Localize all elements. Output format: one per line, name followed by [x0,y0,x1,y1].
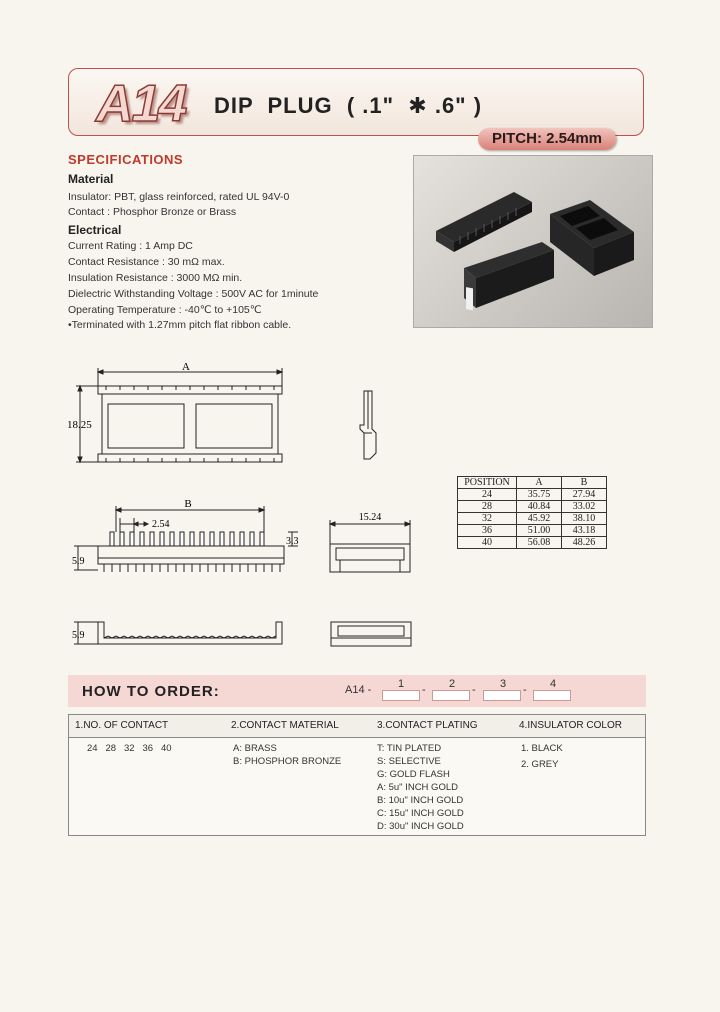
plating-option: S: SELECTIVE [377,756,441,767]
spec-line: Insulation Resistance : 3000 MΩ min. [68,272,243,284]
spec-line: Contact : Phosphor Bronze or Brass [68,206,237,218]
code-box-4 [533,690,571,701]
table-cell: 56.08 [517,537,562,549]
table-cell: 32 [458,513,517,525]
color-option: 2. GREY [521,759,559,770]
bottom-end-drawing [330,620,412,648]
col-b: B [562,477,607,489]
code-num-4: 4 [550,678,557,690]
plating-option: T: TIN PLATED [377,743,442,754]
col-header-contacts: 1.NO. OF CONTACT [75,720,169,731]
dim-a-label: A [182,362,190,373]
table-cell: 35.75 [517,489,562,501]
product-logo: A14 [96,75,186,133]
dim-height-label: 18.25 [67,419,92,431]
order-options-table [68,714,646,836]
col-a: A [517,477,562,489]
top-view-drawing [64,362,314,472]
table-cell: 33.02 [562,501,607,513]
table-cell: 24 [458,489,517,501]
table-header-row [458,477,607,489]
code-box-3 [483,690,521,701]
spec-line: Current Rating : 1 Amp DC [68,240,193,252]
code-box-1 [382,690,420,701]
table-row [458,525,607,537]
table-cell: 40.84 [517,501,562,513]
spec-line: Insulator: PBT, glass reinforced, rated UL 94V-0 [68,191,290,203]
how-to-order-title: HOW TO ORDER: [82,683,220,700]
dim-width-label: 15.24 [358,512,382,523]
spec-line: Contact Resistance : 30 mΩ max. [68,256,225,268]
col-header-material: 2.CONTACT MATERIAL [231,720,339,731]
pitch-badge: PITCH: 2.54mm [478,128,616,150]
code-num-1: 1 [398,678,405,690]
table-row [458,489,607,501]
electrical-heading: Electrical [68,223,122,237]
spec-line: Dielectric Withstanding Voltage : 500V AC for 1minute [68,288,319,300]
spec-line: Operating Temperature : -40℃ to +105℃ [68,304,262,316]
dim-pin-label: 3.3 [286,536,299,547]
material-option: A: BRASS [233,743,277,754]
code-box-2 [432,690,470,701]
code-dash: - [422,684,426,696]
plating-option: A: 5u" INCH GOLD [377,782,458,793]
table-row [458,513,607,525]
dim-b-label: B [184,498,192,510]
table-cell: 40 [458,537,517,549]
bottom-view-drawing [64,618,294,652]
contact-options: 24 28 32 36 40 [87,743,172,754]
col-header-color: 4.INSULATOR COLOR [519,720,622,731]
col-header-plating: 3.CONTACT PLATING [377,720,478,731]
table-cell: 51.00 [517,525,562,537]
color-option: 1. BLACK [521,743,563,754]
dim-pitch-label: 2.54 [152,519,170,530]
table-cell: 43.18 [562,525,607,537]
page-title: DIP PLUG ( .1" ✱ .6" ) [214,93,483,118]
plating-option: B: 10u" INCH GOLD [377,795,464,806]
plating-option: G: GOLD FLASH [377,769,450,780]
product-photo [413,155,653,328]
end-view-drawing [324,510,416,578]
front-view-drawing [64,496,314,580]
table-cell: 48.26 [562,537,607,549]
material-option: B: PHOSPHOR BRONZE [233,756,342,767]
dim-side-height-label: 5.9 [72,556,85,567]
order-table-header [69,715,645,738]
code-num-3: 3 [500,678,507,690]
material-heading: Material [68,172,114,186]
specifications-heading: SPECIFICATIONS [68,152,184,167]
table-cell: 36 [458,525,517,537]
table-row [458,537,607,549]
side-profile-drawing [350,385,390,465]
table-cell: 38.10 [562,513,607,525]
table-cell: 45.92 [517,513,562,525]
plating-option: D: 30u" INCH GOLD [377,821,464,832]
code-dash: - [523,684,527,696]
code-num-2: 2 [449,678,456,690]
table-cell: 28 [458,501,517,513]
spec-note: •Terminated with 1.27mm pitch flat ribbon cable. [68,319,292,331]
code-dash: - [472,684,476,696]
position-table [457,476,607,549]
table-cell: 27.94 [562,489,607,501]
order-code-prefix: A14 - [345,684,372,696]
table-row [458,501,607,513]
col-position: POSITION [458,477,517,489]
dim-bottom-height-label: 5.9 [72,630,85,641]
plating-option: C: 15u" INCH GOLD [377,808,464,819]
